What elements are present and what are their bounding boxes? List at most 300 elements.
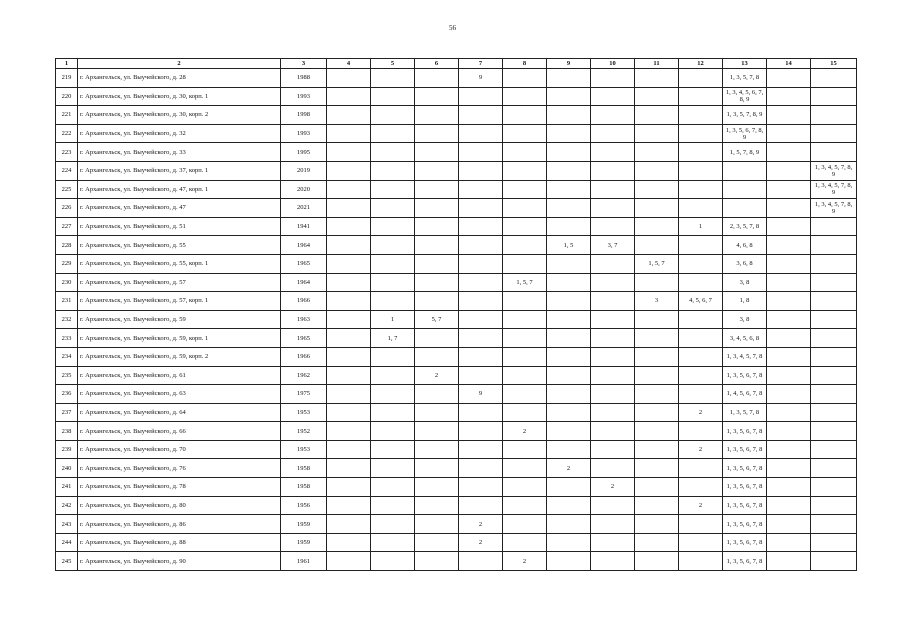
table-cell: 2	[679, 496, 723, 515]
row-number-cell: 243	[56, 515, 78, 534]
table-cell	[767, 478, 811, 497]
table-cell	[415, 552, 459, 571]
table-cell	[371, 217, 415, 236]
table-cell	[459, 347, 503, 366]
table-cell	[679, 143, 723, 162]
table-cell	[767, 385, 811, 404]
address-cell: г. Архангельск, ул. Выучейского, д. 90	[78, 552, 281, 571]
table-cell	[371, 496, 415, 515]
table-cell	[723, 199, 767, 218]
table-cell	[371, 254, 415, 273]
table-cell	[811, 366, 857, 385]
table-row	[56, 273, 857, 292]
table-cell	[327, 310, 371, 329]
table-cell	[811, 69, 857, 88]
table-cell	[415, 347, 459, 366]
table-cell	[547, 292, 591, 311]
table-cell: 3, 8	[723, 310, 767, 329]
table-cell	[327, 217, 371, 236]
table-cell	[415, 180, 459, 199]
table-cell	[327, 422, 371, 441]
table-cell	[547, 310, 591, 329]
table-cell	[547, 496, 591, 515]
table-cell	[415, 199, 459, 218]
table-row	[56, 87, 857, 106]
table-row	[56, 329, 857, 348]
table-cell	[679, 236, 723, 255]
table-cell	[459, 180, 503, 199]
table-cell	[371, 515, 415, 534]
table-cell	[459, 329, 503, 348]
table-cell	[679, 515, 723, 534]
year-cell: 1965	[281, 254, 327, 273]
table-cell	[371, 199, 415, 218]
year-cell: 1958	[281, 478, 327, 497]
table-cell	[767, 217, 811, 236]
table-row	[56, 478, 857, 497]
table-cell: 1, 3, 5, 6, 7, 8	[723, 366, 767, 385]
address-cell: г. Архангельск, ул. Выучейского, д. 63	[78, 385, 281, 404]
address-cell: г. Архангельск, ул. Выучейского, д. 70	[78, 440, 281, 459]
table-cell	[415, 254, 459, 273]
table-cell: 1, 3, 5, 6, 7, 8	[723, 440, 767, 459]
address-cell: г. Архангельск, ул. Выучейского, д. 76	[78, 459, 281, 478]
table-row	[56, 366, 857, 385]
table-cell	[415, 329, 459, 348]
row-number-cell: 235	[56, 366, 78, 385]
row-number-cell: 242	[56, 496, 78, 515]
table-cell	[547, 440, 591, 459]
table-cell: 3, 4, 5, 6, 8	[723, 329, 767, 348]
table-cell	[459, 236, 503, 255]
table-cell	[547, 69, 591, 88]
table-cell	[415, 292, 459, 311]
table-cell	[591, 217, 635, 236]
table-cell	[459, 478, 503, 497]
table-cell	[371, 459, 415, 478]
table-cell	[635, 329, 679, 348]
table-cell	[371, 366, 415, 385]
year-cell: 2019	[281, 161, 327, 180]
table-cell: 2	[503, 552, 547, 571]
table-cell	[767, 329, 811, 348]
address-cell: г. Архангельск, ул. Выучейского, д. 55	[78, 236, 281, 255]
table-cell	[327, 459, 371, 478]
year-cell: 1963	[281, 310, 327, 329]
table-cell	[635, 124, 679, 143]
table-cell	[767, 403, 811, 422]
address-cell: г. Архангельск, ул. Выучейского, д. 80	[78, 496, 281, 515]
table-cell	[635, 273, 679, 292]
table-cell	[679, 385, 723, 404]
table-cell	[459, 366, 503, 385]
table-cell	[371, 440, 415, 459]
table-cell	[811, 385, 857, 404]
column-header: 11	[635, 59, 679, 69]
table-cell	[327, 292, 371, 311]
table-cell	[547, 161, 591, 180]
row-number-cell: 223	[56, 143, 78, 162]
table-cell	[591, 161, 635, 180]
table-cell: 1, 8	[723, 292, 767, 311]
table-cell	[415, 459, 459, 478]
table-cell	[547, 347, 591, 366]
table-cell	[503, 403, 547, 422]
table-cell	[459, 124, 503, 143]
table-row	[56, 292, 857, 311]
table-cell	[327, 440, 371, 459]
table-cell: 2	[459, 533, 503, 552]
address-cell: г. Архангельск, ул. Выучейского, д. 33	[78, 143, 281, 162]
table-cell: 1, 5	[547, 236, 591, 255]
table-cell	[811, 422, 857, 441]
table-cell	[679, 366, 723, 385]
table-header	[56, 59, 857, 69]
row-number-cell: 233	[56, 329, 78, 348]
table-cell	[459, 403, 503, 422]
table-cell	[503, 143, 547, 162]
table-cell	[459, 199, 503, 218]
table-cell	[503, 515, 547, 534]
table-cell	[503, 161, 547, 180]
table-cell	[371, 236, 415, 255]
column-header: 13	[723, 59, 767, 69]
row-number-cell: 226	[56, 199, 78, 218]
table-cell	[327, 403, 371, 422]
table-cell	[459, 161, 503, 180]
table-cell: 9	[459, 385, 503, 404]
address-cell: г. Архангельск, ул. Выучейского, д. 59, корп. 2	[78, 347, 281, 366]
table-cell	[415, 273, 459, 292]
table-cell	[415, 478, 459, 497]
header-row	[56, 59, 857, 69]
year-cell: 1975	[281, 385, 327, 404]
table-cell	[679, 106, 723, 125]
table-cell: 1, 3, 5, 6, 7, 8	[723, 422, 767, 441]
table-cell	[679, 199, 723, 218]
year-cell: 1959	[281, 533, 327, 552]
table-cell	[371, 273, 415, 292]
table-row	[56, 161, 857, 180]
address-cell: г. Архангельск, ул. Выучейского, д. 28	[78, 69, 281, 88]
table-cell	[591, 440, 635, 459]
table-cell	[327, 161, 371, 180]
table-cell: 1	[679, 217, 723, 236]
year-cell: 1952	[281, 422, 327, 441]
table-cell	[591, 143, 635, 162]
table-cell	[459, 552, 503, 571]
table-cell	[591, 254, 635, 273]
table-row	[56, 515, 857, 534]
table-row	[56, 440, 857, 459]
table-cell	[635, 180, 679, 199]
table-cell	[767, 310, 811, 329]
table-cell	[635, 366, 679, 385]
table-cell	[635, 217, 679, 236]
year-cell: 1995	[281, 143, 327, 162]
table-cell	[503, 329, 547, 348]
year-cell: 2021	[281, 199, 327, 218]
table-cell	[547, 329, 591, 348]
table-row	[56, 403, 857, 422]
column-header: 2	[78, 59, 281, 69]
table-cell	[459, 106, 503, 125]
table-cell	[327, 385, 371, 404]
table-cell	[679, 124, 723, 143]
table-cell	[591, 87, 635, 106]
address-cell: г. Архангельск, ул. Выучейского, д. 64	[78, 403, 281, 422]
table-cell: 1, 3, 5, 6, 7, 8	[723, 496, 767, 515]
table-cell	[327, 496, 371, 515]
row-number-cell: 220	[56, 87, 78, 106]
table-row	[56, 422, 857, 441]
table-cell	[415, 106, 459, 125]
column-header: 8	[503, 59, 547, 69]
table-cell: 1, 7	[371, 329, 415, 348]
year-cell: 1961	[281, 552, 327, 571]
table-cell	[679, 87, 723, 106]
table-cell: 1, 5, 7, 8, 9	[723, 143, 767, 162]
table-cell	[503, 533, 547, 552]
table-cell: 5, 7	[415, 310, 459, 329]
table-cell	[679, 459, 723, 478]
table-cell	[547, 478, 591, 497]
table-cell	[547, 180, 591, 199]
table-cell: 1, 3, 5, 7, 8	[723, 403, 767, 422]
table-cell	[371, 422, 415, 441]
table-cell	[371, 143, 415, 162]
table-cell	[415, 143, 459, 162]
table-row	[56, 385, 857, 404]
table-cell	[767, 124, 811, 143]
table-cell	[767, 180, 811, 199]
year-cell: 1993	[281, 87, 327, 106]
table-cell	[635, 552, 679, 571]
table-cell	[811, 292, 857, 311]
row-number-cell: 245	[56, 552, 78, 571]
table-cell	[547, 385, 591, 404]
table-cell	[371, 87, 415, 106]
table-cell	[591, 403, 635, 422]
table-cell	[459, 143, 503, 162]
table-cell	[767, 199, 811, 218]
table-cell	[811, 552, 857, 571]
table-cell	[723, 180, 767, 199]
table-cell	[591, 199, 635, 218]
year-cell: 1966	[281, 292, 327, 311]
table-cell	[635, 459, 679, 478]
table-cell	[767, 106, 811, 125]
table-cell	[591, 385, 635, 404]
table-row	[56, 217, 857, 236]
address-cell: г. Архангельск, ул. Выучейского, д. 37, корп. 1	[78, 161, 281, 180]
table-cell	[635, 440, 679, 459]
table-cell	[327, 124, 371, 143]
table-cell	[811, 87, 857, 106]
table-cell	[371, 385, 415, 404]
table-cell	[635, 403, 679, 422]
table-cell	[811, 496, 857, 515]
column-header: 1	[56, 59, 78, 69]
table-cell	[635, 87, 679, 106]
address-cell: г. Архангельск, ул. Выучейского, д. 51	[78, 217, 281, 236]
address-cell: г. Архангельск, ул. Выучейского, д. 59, корп. 1	[78, 329, 281, 348]
table-cell	[371, 292, 415, 311]
table-cell: 2, 3, 5, 7, 8	[723, 217, 767, 236]
table-cell	[459, 459, 503, 478]
table-cell	[327, 478, 371, 497]
row-number-cell: 232	[56, 310, 78, 329]
address-cell: г. Архангельск, ул. Выучейского, д. 47, корп. 1	[78, 180, 281, 199]
table-cell: 1, 3, 5, 6, 7, 8	[723, 459, 767, 478]
table-cell	[635, 496, 679, 515]
year-cell: 1953	[281, 440, 327, 459]
row-number-cell: 229	[56, 254, 78, 273]
year-cell: 1966	[281, 347, 327, 366]
table-cell	[459, 440, 503, 459]
table-cell	[459, 310, 503, 329]
year-cell: 1956	[281, 496, 327, 515]
table-cell	[327, 366, 371, 385]
table-cell	[371, 347, 415, 366]
table-cell	[591, 180, 635, 199]
table-cell	[503, 347, 547, 366]
address-cell: г. Архангельск, ул. Выучейского, д. 47	[78, 199, 281, 218]
table-row	[56, 496, 857, 515]
table-cell	[679, 533, 723, 552]
row-number-cell: 222	[56, 124, 78, 143]
table-cell	[415, 385, 459, 404]
table-cell	[679, 273, 723, 292]
table-cell	[767, 347, 811, 366]
table-cell: 1, 3, 4, 5, 7, 8, 9	[811, 161, 857, 180]
table-row	[56, 143, 857, 162]
table-cell	[679, 254, 723, 273]
table-cell	[635, 236, 679, 255]
table-row	[56, 180, 857, 199]
column-header: 12	[679, 59, 723, 69]
table-cell	[635, 347, 679, 366]
address-cell: г. Архангельск, ул. Выучейского, д. 86	[78, 515, 281, 534]
table-cell	[371, 478, 415, 497]
table-cell	[547, 254, 591, 273]
table-cell	[503, 87, 547, 106]
table-cell	[679, 422, 723, 441]
table-cell: 2	[459, 515, 503, 534]
table-cell: 1, 3, 4, 5, 6, 7, 8, 9	[723, 87, 767, 106]
table-cell	[459, 87, 503, 106]
row-number-cell: 244	[56, 533, 78, 552]
table-cell	[415, 533, 459, 552]
table-cell	[811, 124, 857, 143]
table-cell	[679, 347, 723, 366]
table-cell	[415, 515, 459, 534]
table-row	[56, 199, 857, 218]
table-cell: 3, 6, 8	[723, 254, 767, 273]
table-cell: 2	[679, 440, 723, 459]
table-cell	[767, 161, 811, 180]
table-cell: 1, 3, 4, 5, 7, 8, 9	[811, 180, 857, 199]
row-number-cell: 231	[56, 292, 78, 311]
register-table	[55, 58, 857, 571]
table-cell: 1, 3, 5, 6, 7, 8, 9	[723, 124, 767, 143]
row-number-cell: 227	[56, 217, 78, 236]
table-cell	[371, 552, 415, 571]
table-cell: 1, 3, 5, 6, 7, 8	[723, 533, 767, 552]
table-cell	[503, 236, 547, 255]
table-cell	[371, 161, 415, 180]
table-cell	[767, 459, 811, 478]
table-cell	[767, 422, 811, 441]
address-cell: г. Архангельск, ул. Выучейского, д. 30, корп. 2	[78, 106, 281, 125]
table-cell: 1, 3, 4, 5, 7, 8, 9	[811, 199, 857, 218]
table-cell	[547, 515, 591, 534]
table-cell	[767, 87, 811, 106]
table-cell	[635, 385, 679, 404]
table-cell	[635, 533, 679, 552]
table-cell	[503, 124, 547, 143]
table-cell	[811, 143, 857, 162]
table-cell	[679, 310, 723, 329]
table-cell	[591, 124, 635, 143]
table-cell	[547, 124, 591, 143]
table-row	[56, 310, 857, 329]
table-cell	[723, 161, 767, 180]
table-cell	[371, 106, 415, 125]
table-cell	[503, 106, 547, 125]
table-cell: 3, 7	[591, 236, 635, 255]
table-cell	[811, 273, 857, 292]
table-cell	[415, 403, 459, 422]
year-cell: 1988	[281, 69, 327, 88]
table-cell	[679, 552, 723, 571]
table-cell	[591, 292, 635, 311]
year-cell: 1964	[281, 236, 327, 255]
table-cell	[635, 161, 679, 180]
year-cell: 1959	[281, 515, 327, 534]
table-cell: 3	[635, 292, 679, 311]
table-cell	[503, 254, 547, 273]
table-cell	[327, 329, 371, 348]
table-cell	[547, 106, 591, 125]
table-cell	[547, 273, 591, 292]
column-header: 3	[281, 59, 327, 69]
table-cell	[591, 106, 635, 125]
table-cell	[591, 347, 635, 366]
table-cell	[459, 254, 503, 273]
table-cell	[635, 143, 679, 162]
row-number-cell: 238	[56, 422, 78, 441]
table-cell: 1, 3, 5, 6, 7, 8	[723, 552, 767, 571]
table-cell	[547, 199, 591, 218]
table-cell	[415, 69, 459, 88]
table-cell	[679, 180, 723, 199]
table-cell	[767, 236, 811, 255]
column-header: 7	[459, 59, 503, 69]
table-cell	[327, 199, 371, 218]
column-header: 14	[767, 59, 811, 69]
table-cell	[767, 254, 811, 273]
table-cell	[327, 347, 371, 366]
table-cell: 2	[503, 422, 547, 441]
table-cell	[503, 496, 547, 515]
table-cell	[591, 69, 635, 88]
table-cell	[811, 440, 857, 459]
table-cell	[503, 180, 547, 199]
table-cell	[635, 106, 679, 125]
table-row	[56, 236, 857, 255]
table-cell	[547, 403, 591, 422]
